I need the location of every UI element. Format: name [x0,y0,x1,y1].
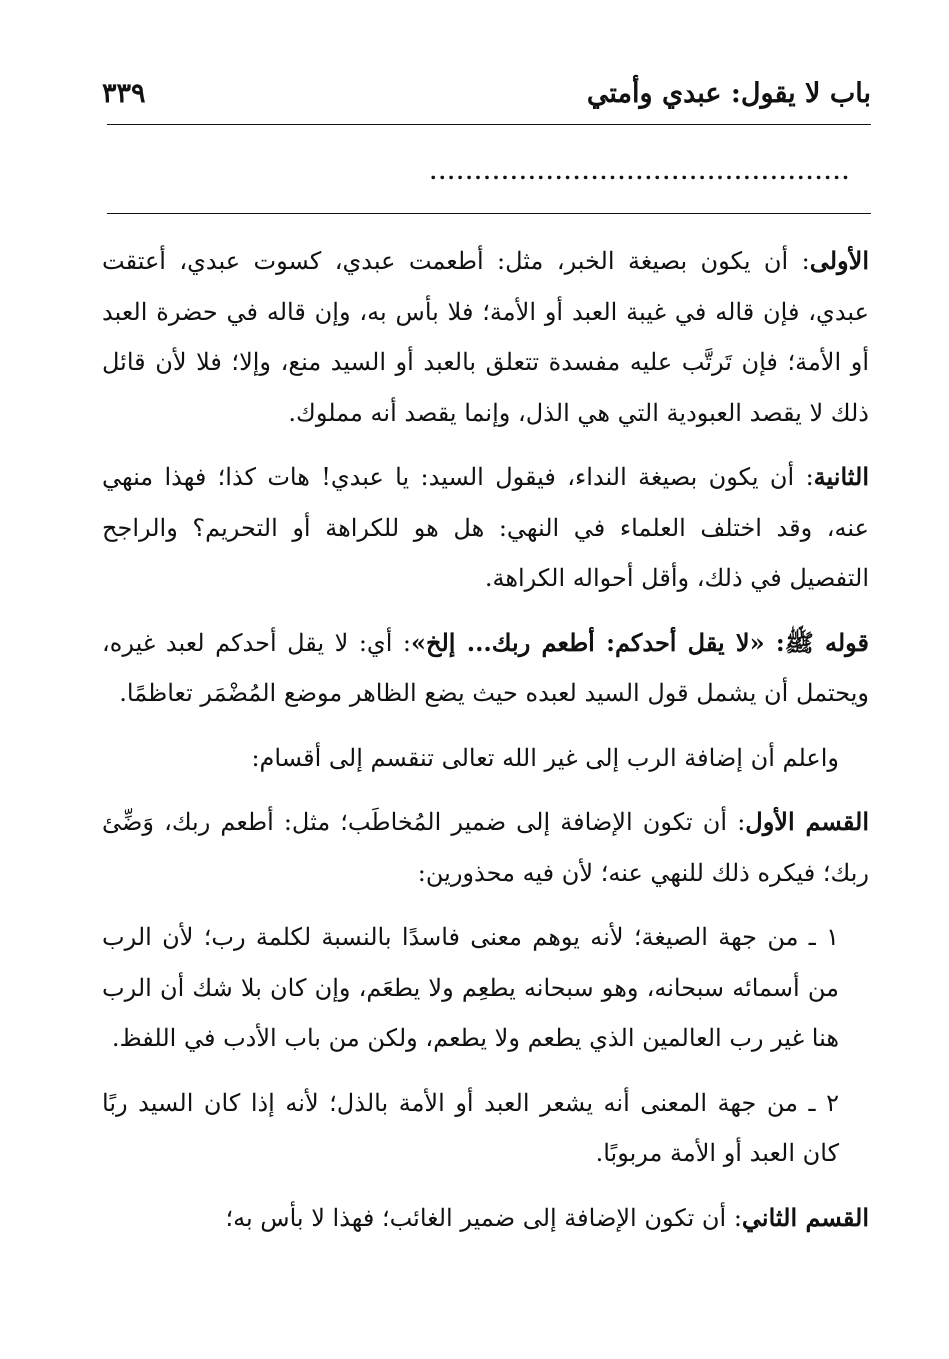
separator-rule [107,213,871,214]
paragraph-text: : أن تكون الإضافة إلى ضمير المُخاطَب؛ مثل: أطعم ربك، وَضِّئ ربك؛ فيكره ذلك للنهي عنه؛ لأن فيه محذورين: [102,808,869,887]
paragraph-lead: القسم الثاني [741,1202,869,1232]
paragraph-division-one [102,797,869,898]
paragraph-text: ٢ ـ من جهة المعنى أنه يشعر العبد أو الأمة بالذل؛ لأنه إذا كان السيد ربًا كان العبد أو الأمة مربوبًا. [102,1088,840,1167]
paragraph-text: : أن يكون بصيغة الخبر، مثل: أطعمت عبدي، كسوت عبدي، أعتقت عبدي، فإن قاله في غيبة العبد أو الأمة؛ فلا بأس به، وإن قاله في حضرة العبد أو الأمة؛ فإن تَرتَّب عليه مفسدة تتعلق بالعبد أو السيد منع، وإلا؛ فلا لأن قائل ذلك لا يقصد العبودية التي هي الذل، وإنما يقصد أنه مملوك. [102,247,869,427]
paragraph-text: ١ ـ من جهة الصيغة؛ لأنه يوهم معنى فاسدًا بالنسبة لكلمة رب؛ لأن الرب من أسمائه سبحانه، وهو سبحانه يطعِم ولا يطعَم، وإن كان بلا شك أن الرب هنا غير رب العالمين الذي يطعم ولا يطعم، ولكن من باب الأدب في اللفظ. [102,923,840,1052]
paragraph-point-one [102,912,869,1064]
paragraph-second-case [102,452,869,604]
commentary-body [102,236,869,1257]
header-rule [107,124,871,125]
paragraph-division-two [102,1193,869,1244]
paragraph-intro-divisions [102,733,869,784]
page-header [102,68,871,118]
paragraph-text: : أن تكون الإضافة إلى ضمير الغائب؛ فهذا لا بأس به؛ [225,1203,742,1232]
elision-dots: ............................................... [429,160,851,184]
paragraph-lead: قوله ﷺ [784,627,870,657]
paragraph-text: : أن يكون بصيغة النداء، فيقول السيد: يا عبدي! هات كذا؛ فهذا منهي عنه، وقد اختلف العلماء في النهي: هل هو للكراهة أو التحريم؟ والراجح التفصيل في ذلك، وأقل أحواله الكراهة. [102,463,869,592]
paragraph-text: واعلم أن إضافة الرب إلى غير الله تعالى تنقسم إلى أقسام: [251,743,839,772]
paragraph-lead: الثانية [813,462,869,491]
running-title: باب لا يقول: عبدي وأمتي [586,77,871,109]
paragraph-first-case [102,236,869,438]
paragraph-lead: الأولى [809,246,869,275]
paragraph-lead: القسم الأول [745,807,869,836]
paragraph-hadith-comment [102,618,869,719]
hadith-quote: : «لا يقل أحدكم: أطعم ربك... إلخ» [411,627,785,657]
page-number: ٣٣٩ [102,77,146,109]
paragraph-text: : أي: لا يقل أحدكم لعبد غيره، ويحتمل أن يشمل قول السيد لعبده حيث يضع الظاهر موضع المُضْمَر تعاظمًا. [102,628,869,707]
paragraph-point-two [102,1078,869,1179]
